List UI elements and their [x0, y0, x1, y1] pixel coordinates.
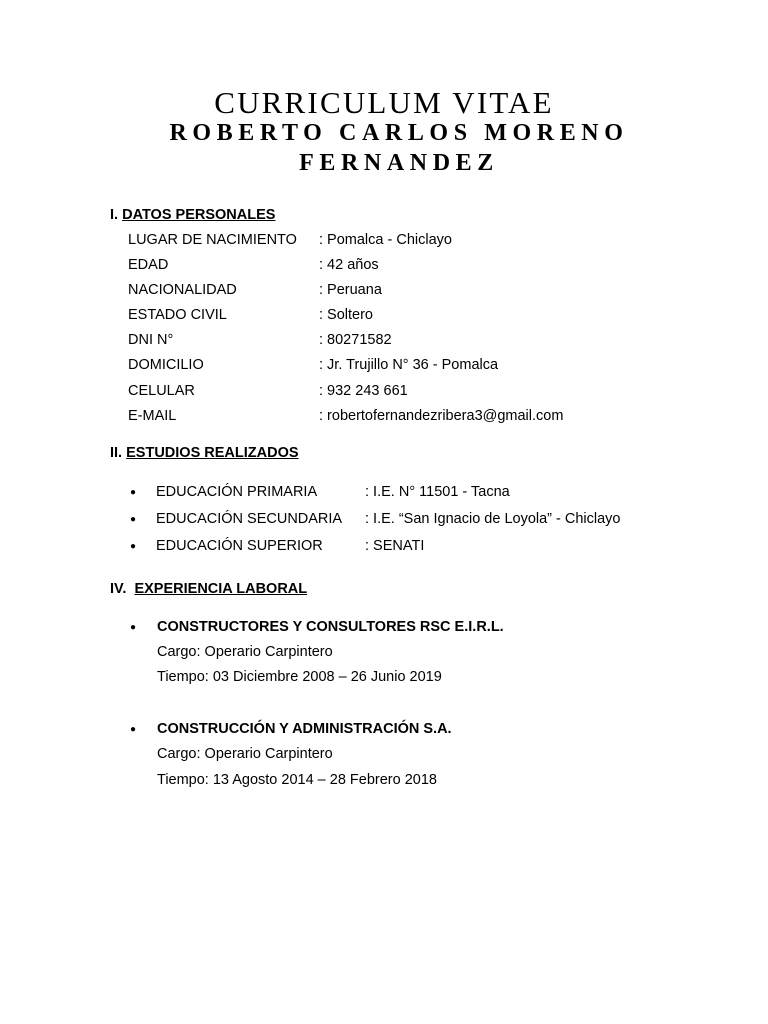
- row-label: NACIONALIDAD: [128, 282, 237, 298]
- section-number: IV.: [110, 581, 127, 597]
- job-company: CONSTRUCCIÓN Y ADMINISTRACIÓN S.A.: [157, 721, 452, 737]
- row-label: E-MAIL: [128, 408, 177, 424]
- row-value: : Pomalca - Chiclayo: [319, 232, 452, 248]
- section-title: EXPERIENCIA LABORAL: [134, 581, 308, 597]
- section-number: I.: [110, 207, 119, 223]
- section-number: II.: [110, 445, 123, 461]
- study-value-secondary: : I.E. “San Ignacio de Loyola” - Chiclayo: [365, 511, 621, 527]
- job-position: Cargo: Operario Carpintero: [157, 746, 333, 762]
- row-label: DOMICILIO: [128, 357, 204, 373]
- bullet-icon: ●: [130, 541, 137, 552]
- study-value-primary: : I.E. N° 11501 - Tacna: [365, 484, 510, 500]
- section-title: ESTUDIOS REALIZADOS: [126, 445, 299, 461]
- study-label-higher: EDUCACIÓN SUPERIOR: [156, 538, 323, 554]
- row-value: : Jr. Trujillo N° 36 - Pomalca: [319, 357, 499, 373]
- row-value: : robertofernandezribera3@gmail.com: [319, 408, 564, 424]
- row-label: CELULAR: [128, 383, 195, 399]
- candidate-name-line-2: FERNANDEZ: [299, 150, 499, 176]
- study-label-primary: EDUCACIÓN PRIMARIA: [156, 484, 318, 500]
- row-label: DNI N°: [128, 332, 174, 348]
- row-value: : Soltero: [319, 307, 373, 323]
- study-value-higher: : SENATI: [365, 538, 425, 554]
- bullet-icon: ●: [130, 724, 137, 735]
- bullet-icon: ●: [130, 514, 137, 525]
- bullet-icon: ●: [130, 487, 137, 498]
- row-value: : Peruana: [319, 282, 382, 298]
- candidate-name-line-1: ROBERTO CARLOS MORENO: [169, 120, 629, 146]
- job-position: Cargo: Operario Carpintero: [157, 644, 333, 660]
- section-heading-studies: [110, 444, 299, 462]
- row-value: : 80271582: [319, 332, 392, 348]
- row-value: : 42 años: [319, 257, 379, 273]
- job-company: CONSTRUCTORES Y CONSULTORES RSC E.I.R.L.: [157, 619, 504, 635]
- job-period: Tiempo: 13 Agosto 2014 – 28 Febrero 2018: [157, 772, 437, 788]
- job-period: Tiempo: 03 Diciembre 2008 – 26 Junio 2019: [157, 669, 442, 685]
- row-label: LUGAR DE NACIMIENTO: [128, 232, 297, 248]
- candidate-name: [150, 118, 648, 178]
- document-title: CURRICULUM VITAE: [214, 85, 554, 120]
- row-value: : 932 243 661: [319, 383, 408, 399]
- section-heading-experience: [110, 580, 307, 598]
- row-label: ESTADO CIVIL: [128, 307, 227, 323]
- row-label: EDAD: [128, 257, 169, 273]
- section-title: DATOS PERSONALES: [122, 207, 276, 223]
- section-heading-personal: [110, 206, 275, 224]
- bullet-icon: ●: [130, 622, 137, 633]
- study-label-secondary: EDUCACIÓN SECUNDARIA: [156, 511, 343, 527]
